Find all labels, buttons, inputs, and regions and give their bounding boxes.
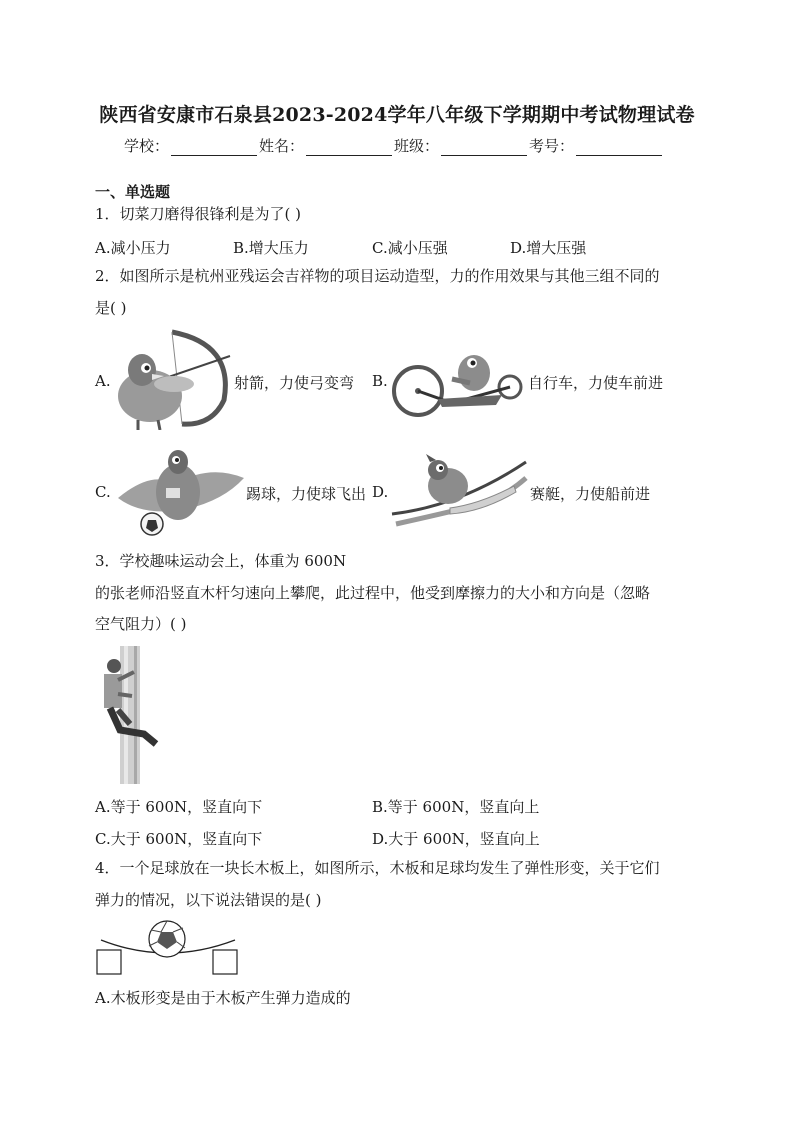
name-label: 姓名： [259, 137, 305, 155]
rowing-mascot-image [390, 448, 528, 528]
q2-option-b-label: B. [372, 372, 388, 390]
student-info-row [124, 135, 664, 156]
soccer-mascot-image [112, 444, 246, 538]
q2-stem-line1: 2．如图所示是杭州亚残运会吉祥物的项目运动造型，力的作用效果与其他三组不同的 [95, 267, 660, 285]
number-blank [576, 141, 662, 156]
q4-stem-line2: 弹力的情况，以下说法错误的是( ) [95, 891, 322, 909]
q2-option-a-text: 射箭，力使弓变弯 [234, 374, 355, 392]
class-label: 班级： [394, 137, 440, 155]
school-blank [171, 141, 257, 156]
section-heading: 一、单选题 [95, 183, 171, 201]
q2-option-d-text: 赛艇，力使船前进 [530, 485, 651, 503]
q2-option-d-label: D. [372, 483, 389, 501]
pole-climbing-image [100, 646, 168, 784]
q3-option-d: D.大于 600N，竖直向上 [372, 830, 540, 848]
ball-on-board-diagram [95, 918, 241, 976]
q3-stem-line3: 空气阻力）( ) [95, 615, 187, 633]
q4-stem-line1: 4．一个足球放在一块长木板上，如图所示，木板和足球均发生了弹性形变，关于它们 [95, 859, 660, 877]
name-blank [306, 141, 392, 156]
q2-option-a-label: A. [95, 372, 111, 390]
q3-option-c: C.大于 600N，竖直向下 [95, 830, 263, 848]
q2-option-b-text: 自行车，力使车前进 [528, 374, 664, 392]
q2-option-c-text: 踢球，力使球飞出 [246, 485, 367, 503]
q4-option-a: A.木板形变是由于木板产生弹力造成的 [95, 989, 351, 1007]
cycling-mascot-image [392, 343, 526, 421]
number-label: 考号： [529, 137, 575, 155]
q3-stem-line2: 的张老师沿竖直木杆匀速向上攀爬，此过程中，他受到摩擦力的大小和方向是（忽略 [95, 584, 651, 602]
q2-option-c-label: C. [95, 483, 111, 501]
q1-option-c: C.减小压强 [372, 239, 448, 257]
q1-stem: 1．切菜刀磨得很锋利是为了( ) [95, 205, 302, 223]
q3-option-a: A.等于 600N，竖直向下 [95, 798, 263, 816]
q2-stem-line2: 是( ) [95, 299, 127, 317]
q3-option-b: B.等于 600N，竖直向上 [372, 798, 540, 816]
archery-mascot-image [112, 326, 232, 430]
page-title: 陕西省安康市石泉县2023-2024学年八年级下学期期中考试物理试卷 [99, 104, 695, 126]
class-blank [441, 141, 527, 156]
q1-option-d: D.增大压强 [510, 239, 587, 257]
q1-option-a: A.减小压力 [95, 239, 171, 257]
q3-stem-line1: 3．学校趣味运动会上，体重为 600N [95, 552, 347, 570]
school-label: 学校： [124, 137, 170, 155]
q1-option-b: B.增大压力 [233, 239, 309, 257]
